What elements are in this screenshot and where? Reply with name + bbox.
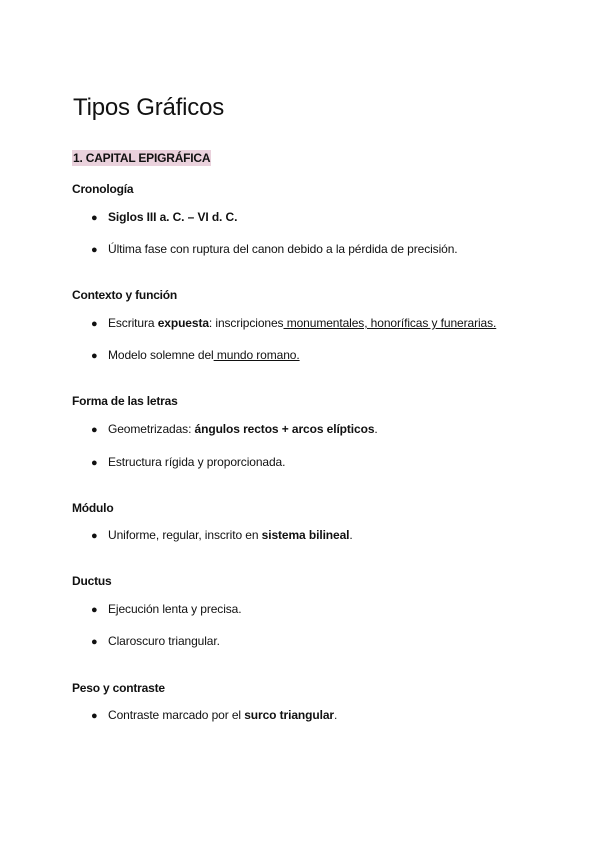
document-title: Tipos Gráficos [73,94,225,121]
list-item [91,242,458,256]
underlined-text: monumentales, honoríficas y funerarias. [283,316,497,330]
subheading-cronologia: Cronología [72,182,134,196]
item-text: : inscripciones [208,316,284,330]
list-item [91,422,378,436]
item-text: Escritura [108,316,158,330]
item-text: Uniforme, regular, inscrito en [108,528,262,542]
item-text: Modelo solemne del [108,348,214,362]
bold-text: expuesta [157,316,209,330]
item-text: Contraste marcado por el [108,708,245,722]
bold-text: surco triangular [244,708,334,722]
bold-text: sistema bilineal [261,528,350,542]
list-item [91,528,353,542]
subheading-forma: Forma de las letras [72,394,178,408]
bullet-icon: ● [91,636,98,648]
subheading-peso: Peso y contraste [72,681,165,695]
subheading-ductus: Ductus [72,574,112,588]
item-text: Ejecución lenta y precisa. [108,602,242,616]
bullet-icon: ● [91,604,98,616]
bullet-icon: ● [91,424,98,436]
subheading-contexto: Contexto y función [72,288,178,302]
bold-text: Siglos III a. C. – VI d. C. [108,210,238,224]
subheading-modulo: Módulo [72,501,114,515]
bullet-icon: ● [91,244,98,256]
bullet-icon: ● [91,457,98,469]
item-text: Estructura rígida y proporcionada. [108,455,286,469]
list-item [91,210,237,224]
item-text: Claroscuro triangular. [108,634,220,648]
bullet-icon: ● [91,530,98,542]
list-item [91,316,496,330]
bullet-icon: ● [91,318,98,330]
underlined-text: mundo romano. [213,348,300,362]
list-item [91,708,337,722]
list-item [91,348,300,362]
list-item [91,634,220,648]
item-text: Última fase con ruptura del canon debido a la pérdida de precisión. [108,242,458,256]
section-heading-highlighted: 1. CAPITAL EPIGRÁFICA [73,151,211,165]
item-text: . [374,422,378,436]
bullet-icon: ● [91,350,98,362]
bullet-icon: ● [91,710,98,722]
item-text: . [349,528,353,542]
item-text: Geometrizadas: [108,422,195,436]
list-item [91,455,285,469]
item-text: . [334,708,338,722]
bold-text: ángulos rectos + arcos elípticos [194,422,375,436]
bullet-icon: ● [91,212,98,224]
list-item [91,602,241,616]
